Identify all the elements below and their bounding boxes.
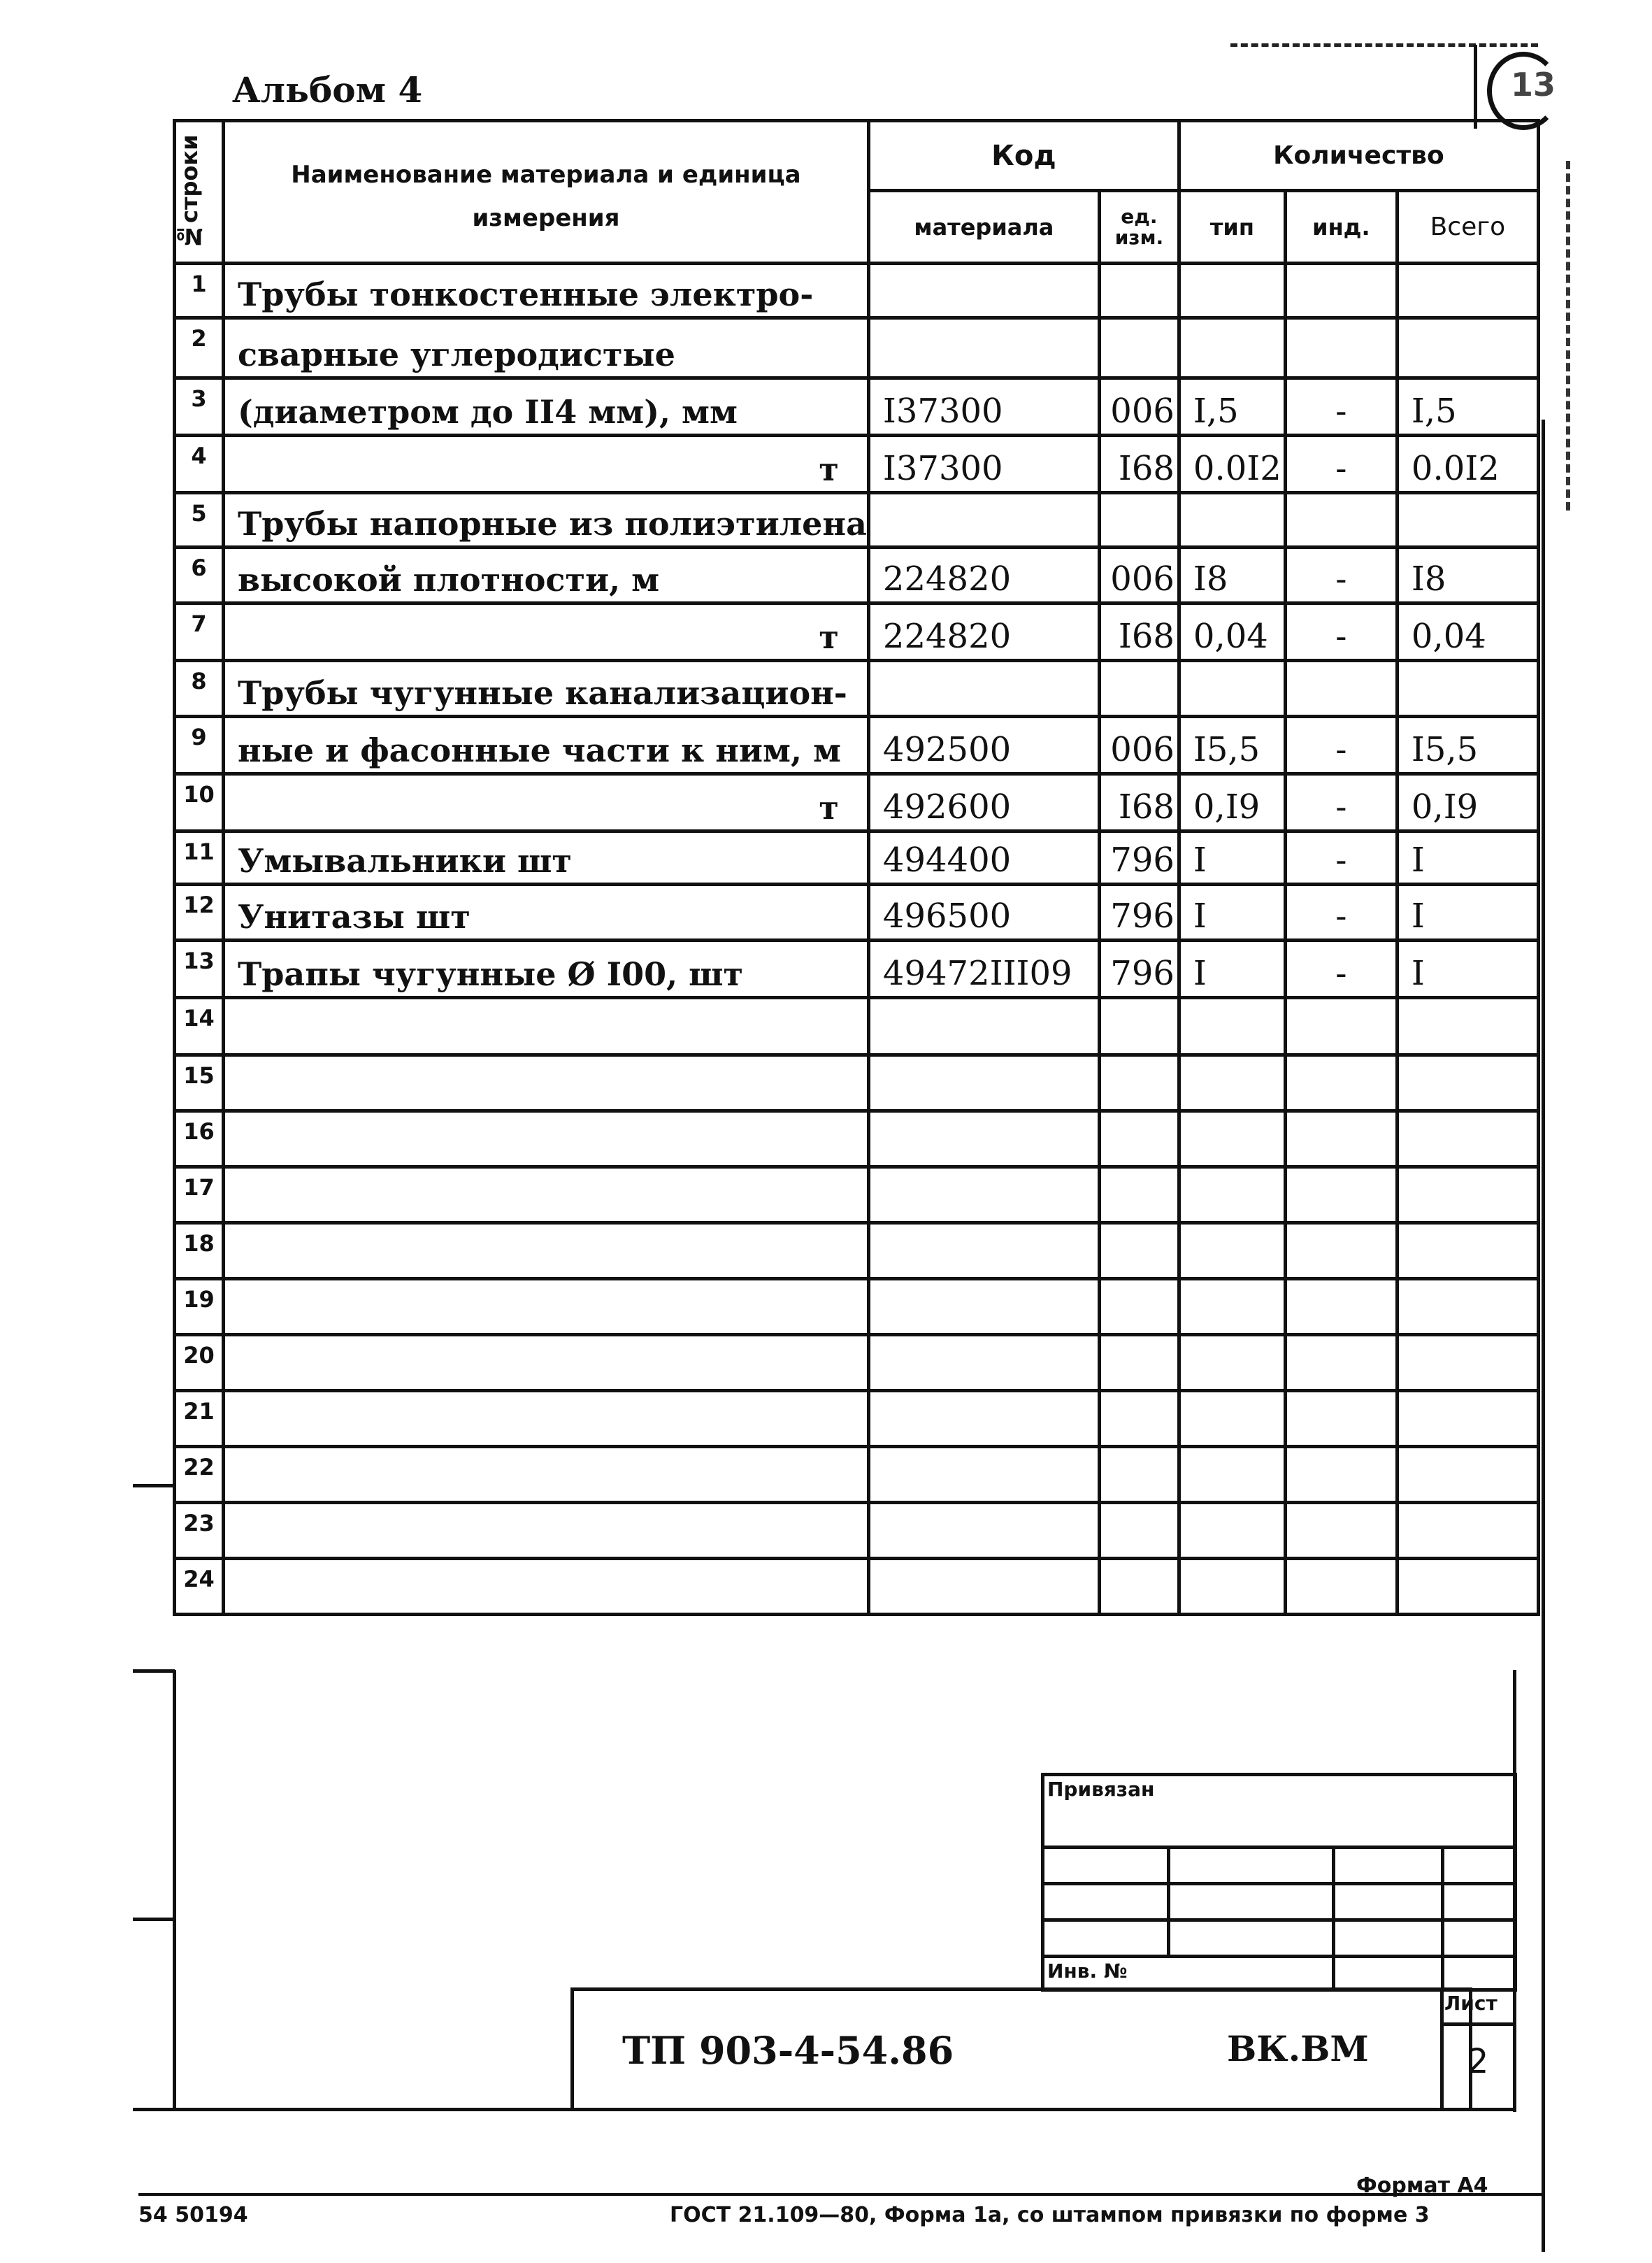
material-name — [224, 998, 869, 1055]
unit-code: I68 — [1099, 436, 1179, 493]
margin-tick — [133, 1484, 175, 1487]
qty-type — [1179, 1167, 1285, 1223]
material-code: 492600 — [868, 774, 1099, 831]
qty-type — [1179, 661, 1285, 717]
unit-code — [1099, 1447, 1179, 1503]
material-name — [224, 1055, 869, 1111]
qty-ind — [1285, 1111, 1397, 1167]
qty-ind: - — [1285, 378, 1397, 436]
margin-tick — [133, 1918, 175, 1921]
unit-code — [1099, 1335, 1179, 1391]
unit-code — [1099, 1391, 1179, 1447]
qty-type: I — [1179, 885, 1285, 941]
material-code — [868, 1391, 1099, 1447]
table-row — [175, 318, 1539, 378]
material-name — [224, 1223, 869, 1279]
row-number: 17 — [175, 1167, 224, 1223]
material-name: т — [224, 774, 869, 831]
qty-type — [1179, 1111, 1285, 1167]
qty-type — [1179, 1391, 1285, 1447]
material-code — [868, 1279, 1099, 1335]
qty-total: I — [1397, 885, 1538, 941]
table-row — [175, 548, 1539, 604]
qty-ind — [1285, 1335, 1397, 1391]
material-code: 49472III09 — [868, 941, 1099, 998]
sheet-mark-number: 13 — [1511, 66, 1556, 103]
material-name: (диаметром до II4 мм), мм — [224, 378, 869, 436]
unit-code — [1099, 661, 1179, 717]
margin-tick — [133, 2108, 175, 2111]
qty-type: I8 — [1179, 548, 1285, 604]
material-code — [868, 493, 1099, 548]
material-code: I37300 — [868, 436, 1099, 493]
stamp-cell — [1334, 1920, 1443, 1957]
material-name — [224, 1447, 869, 1503]
header-total: Всего — [1397, 191, 1538, 264]
qty-ind — [1285, 661, 1397, 717]
stamp-cell — [1169, 1848, 1334, 1884]
row-number: 12 — [175, 885, 224, 941]
sheet-number: 2 — [1467, 2042, 1489, 2081]
row-number: 7 — [175, 604, 224, 661]
row-number: 13 — [175, 941, 224, 998]
qty-total: 0.0I2 — [1397, 436, 1538, 493]
qty-ind: - — [1285, 604, 1397, 661]
unit-code: 006 — [1099, 378, 1179, 436]
qty-ind: - — [1285, 885, 1397, 941]
qty-type — [1179, 493, 1285, 548]
row-number: 18 — [175, 1223, 224, 1279]
qty-ind — [1285, 1279, 1397, 1335]
qty-ind — [1285, 1447, 1397, 1503]
stamp-cell — [1443, 1920, 1516, 1957]
material-code — [868, 318, 1099, 378]
qty-total — [1397, 1223, 1538, 1279]
row-number: 16 — [175, 1111, 224, 1167]
material-name: Умывальники шт — [224, 831, 869, 885]
album-label: Альбом 4 — [232, 69, 423, 110]
row-number: 6 — [175, 548, 224, 604]
sheet-box-divider — [1440, 2022, 1513, 2026]
footer-line — [138, 2193, 1544, 2196]
table-row — [175, 436, 1539, 493]
qty-ind: - — [1285, 831, 1397, 885]
footer-number: 54 50194 — [138, 2203, 248, 2227]
row-number: 2 — [175, 318, 224, 378]
material-name — [224, 1167, 869, 1223]
material-name — [224, 1391, 869, 1447]
row-number: 22 — [175, 1447, 224, 1503]
material-name: Трубы напорные из полиэтилена — [224, 493, 869, 548]
qty-ind — [1285, 318, 1397, 378]
qty-type — [1179, 1447, 1285, 1503]
qty-total — [1397, 1447, 1538, 1503]
unit-code: 796 — [1099, 831, 1179, 885]
table-row — [175, 1447, 1539, 1503]
qty-total: 0,04 — [1397, 604, 1538, 661]
unit-code: I68 — [1099, 774, 1179, 831]
table-row — [175, 1503, 1539, 1559]
qty-type — [1179, 1503, 1285, 1559]
unit-code — [1099, 998, 1179, 1055]
material-name — [224, 1279, 869, 1335]
qty-type: 0.0I2 — [1179, 436, 1285, 493]
unit-code — [1099, 1559, 1179, 1615]
unit-code — [1099, 264, 1179, 318]
table-row — [175, 717, 1539, 774]
row-number: 9 — [175, 717, 224, 774]
table-row — [175, 264, 1539, 318]
row-number: 10 — [175, 774, 224, 831]
table-row — [175, 661, 1539, 717]
qty-ind — [1285, 264, 1397, 318]
row-number: 23 — [175, 1503, 224, 1559]
table-row — [175, 1055, 1539, 1111]
material-name — [224, 1111, 869, 1167]
stamp-cell — [1169, 1884, 1334, 1920]
table-row — [175, 1279, 1539, 1335]
material-name — [224, 1559, 869, 1615]
qty-total — [1397, 318, 1538, 378]
qty-total — [1397, 1279, 1538, 1335]
material-name: Трубы тонкостенные электро- — [224, 264, 869, 318]
material-code: 224820 — [868, 604, 1099, 661]
qty-total — [1397, 1559, 1538, 1615]
stamp-inv-no: Инв. № — [1043, 1957, 1334, 1990]
material-name: т — [224, 436, 869, 493]
format-label: Формат А4 — [1356, 2173, 1488, 2198]
qty-ind: - — [1285, 548, 1397, 604]
table-row — [175, 604, 1539, 661]
qty-total — [1397, 1503, 1538, 1559]
row-number: 5 — [175, 493, 224, 548]
material-name — [224, 1503, 869, 1559]
qty-type — [1179, 1559, 1285, 1615]
qty-type — [1179, 1055, 1285, 1111]
qty-type — [1179, 998, 1285, 1055]
row-number: 24 — [175, 1559, 224, 1615]
header-quantity: Количество — [1179, 121, 1538, 191]
frame-right-line — [1542, 420, 1545, 2252]
table-row — [175, 1559, 1539, 1615]
material-code: 492500 — [868, 717, 1099, 774]
sheet-label: Лист — [1444, 1992, 1497, 2015]
unit-code — [1099, 1503, 1179, 1559]
material-name: ные и фасонные части к ним, м — [224, 717, 869, 774]
qty-total — [1397, 1055, 1538, 1111]
footer-gost: ГОСТ 21.109—80, Форма 1а, со штампом привязки по форме 3 — [670, 2203, 1430, 2227]
qty-total: I8 — [1397, 548, 1538, 604]
qty-type: I,5 — [1179, 378, 1285, 436]
table-row — [175, 831, 1539, 885]
header-type: тип — [1179, 191, 1285, 264]
stamp-privyazan: Привязан — [1043, 1775, 1516, 1848]
qty-total — [1397, 1111, 1538, 1167]
qty-ind — [1285, 1503, 1397, 1559]
sheet-number-mark — [1474, 45, 1556, 129]
material-code — [868, 998, 1099, 1055]
row-number: 19 — [175, 1279, 224, 1335]
qty-total — [1397, 493, 1538, 548]
stamp-cell — [1043, 1848, 1169, 1884]
cut-line-right — [1566, 161, 1570, 511]
qty-ind — [1285, 1559, 1397, 1615]
table-row — [175, 998, 1539, 1055]
stamp-cell — [1043, 1920, 1169, 1957]
material-name: сварные углеродистые — [224, 318, 869, 378]
qty-type: I5,5 — [1179, 717, 1285, 774]
qty-type: I — [1179, 941, 1285, 998]
material-name: Трапы чугунные Ø I00, шт — [224, 941, 869, 998]
row-number: 4 — [175, 436, 224, 493]
material-code — [868, 1447, 1099, 1503]
row-number: 8 — [175, 661, 224, 717]
table-row — [175, 774, 1539, 831]
material-code: 494400 — [868, 831, 1099, 885]
material-name: Унитазы шт — [224, 885, 869, 941]
qty-total: I — [1397, 941, 1538, 998]
material-name — [224, 1335, 869, 1391]
document-mark: ВК.ВМ — [1227, 2028, 1369, 2069]
qty-type: I — [1179, 831, 1285, 885]
qty-total — [1397, 264, 1538, 318]
stamp-cell — [1443, 1848, 1516, 1884]
qty-ind — [1285, 1055, 1397, 1111]
header-code: Код — [868, 121, 1179, 191]
material-code — [868, 1223, 1099, 1279]
table-row — [175, 1223, 1539, 1279]
material-code — [868, 661, 1099, 717]
table-row — [175, 885, 1539, 941]
unit-code — [1099, 1279, 1179, 1335]
table-row — [175, 941, 1539, 998]
stamp-cell — [1043, 1884, 1169, 1920]
header-unit: ед. изм. — [1099, 191, 1179, 264]
material-name: Трубы чугунные канализацион- — [224, 661, 869, 717]
material-code — [868, 1055, 1099, 1111]
qty-type: 0,04 — [1179, 604, 1285, 661]
qty-total — [1397, 998, 1538, 1055]
qty-total — [1397, 1335, 1538, 1391]
material-code — [868, 1335, 1099, 1391]
header-name: Наименование материала и единица измерения — [224, 121, 869, 264]
qty-ind — [1285, 1391, 1397, 1447]
table-row — [175, 493, 1539, 548]
material-name: т — [224, 604, 869, 661]
stamp-cell — [1169, 1920, 1334, 1957]
qty-ind — [1285, 1223, 1397, 1279]
frame-left-line — [173, 1670, 176, 2111]
table-row — [175, 1335, 1539, 1391]
specification-table — [173, 119, 1540, 1616]
binding-stamp — [1041, 1773, 1517, 1992]
header-row-no: №строки — [175, 121, 224, 264]
row-number: 3 — [175, 378, 224, 436]
qty-ind: - — [1285, 941, 1397, 998]
row-number: 1 — [175, 264, 224, 318]
document-code: ТП 903-4-54.86 — [622, 2028, 954, 2073]
header-ind: инд. — [1285, 191, 1397, 264]
material-code: 496500 — [868, 885, 1099, 941]
material-name: высокой плотности, м — [224, 548, 869, 604]
unit-code — [1099, 318, 1179, 378]
qty-type — [1179, 264, 1285, 318]
stamp-cell — [1334, 1884, 1443, 1920]
row-number: 11 — [175, 831, 224, 885]
unit-code — [1099, 1167, 1179, 1223]
qty-total: I5,5 — [1397, 717, 1538, 774]
table-row — [175, 1391, 1539, 1447]
table-row — [175, 378, 1539, 436]
row-number: 15 — [175, 1055, 224, 1111]
unit-code — [1099, 1111, 1179, 1167]
table-row — [175, 1167, 1539, 1223]
table-row — [175, 1111, 1539, 1167]
header-material: материала — [868, 191, 1099, 264]
material-code: 224820 — [868, 548, 1099, 604]
stamp-cell — [1443, 1957, 1516, 1990]
qty-ind — [1285, 998, 1397, 1055]
unit-code — [1099, 1055, 1179, 1111]
row-number: 14 — [175, 998, 224, 1055]
unit-code: 006 — [1099, 717, 1179, 774]
qty-ind: - — [1285, 717, 1397, 774]
unit-code: I68 — [1099, 604, 1179, 661]
material-code — [868, 264, 1099, 318]
qty-type: 0,I9 — [1179, 774, 1285, 831]
row-number: 20 — [175, 1335, 224, 1391]
qty-ind: - — [1285, 774, 1397, 831]
qty-total — [1397, 661, 1538, 717]
qty-type — [1179, 318, 1285, 378]
stamp-cell — [1334, 1848, 1443, 1884]
qty-total — [1397, 1167, 1538, 1223]
qty-total: I — [1397, 831, 1538, 885]
unit-code: 796 — [1099, 941, 1179, 998]
material-code: I37300 — [868, 378, 1099, 436]
stamp-cell — [1443, 1884, 1516, 1920]
unit-code — [1099, 493, 1179, 548]
unit-code — [1099, 1223, 1179, 1279]
material-code — [868, 1503, 1099, 1559]
qty-type — [1179, 1279, 1285, 1335]
qty-ind — [1285, 1167, 1397, 1223]
qty-ind: - — [1285, 436, 1397, 493]
material-code — [868, 1167, 1099, 1223]
stamp-cell — [1334, 1957, 1443, 1990]
material-code — [868, 1559, 1099, 1615]
unit-code: 796 — [1099, 885, 1179, 941]
qty-ind — [1285, 493, 1397, 548]
unit-code: 006 — [1099, 548, 1179, 604]
qty-total — [1397, 1391, 1538, 1447]
row-number: 21 — [175, 1391, 224, 1447]
qty-total: 0,I9 — [1397, 774, 1538, 831]
material-code — [868, 1111, 1099, 1167]
qty-type — [1179, 1335, 1285, 1391]
margin-tick — [133, 1669, 175, 1673]
qty-type — [1179, 1223, 1285, 1279]
qty-total: I,5 — [1397, 378, 1538, 436]
